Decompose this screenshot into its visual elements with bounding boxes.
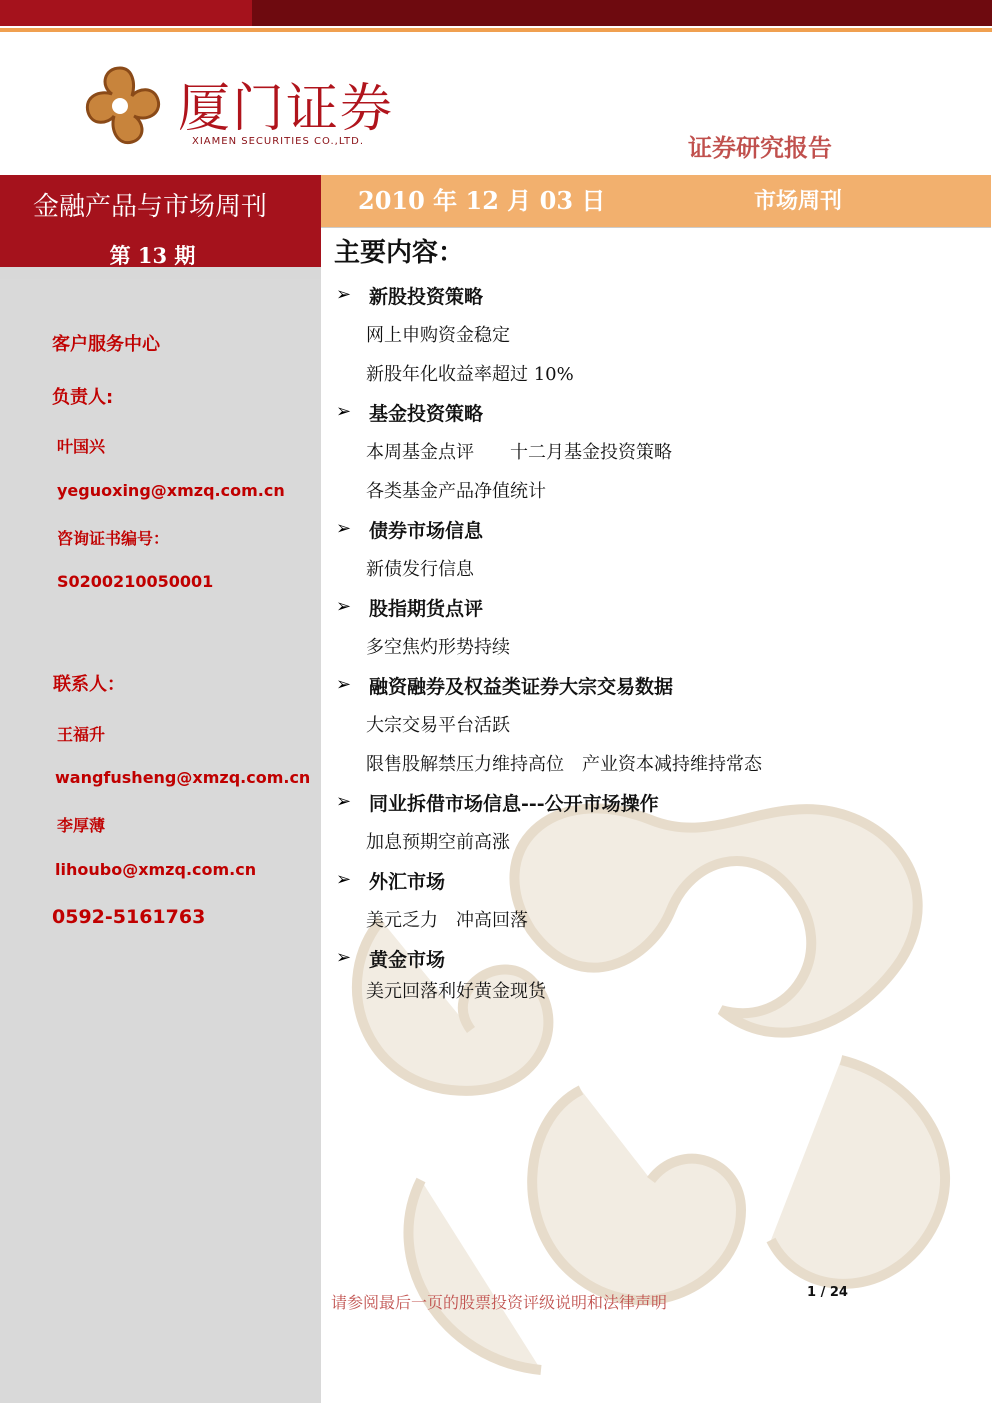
- cert-number: S0200210050001: [57, 572, 214, 591]
- date-band-divider: [321, 227, 991, 228]
- contact-sidebar: [0, 279, 321, 1403]
- xiamen-securities-logo-icon: [70, 60, 170, 155]
- section-title: 同业拆借市场信息---公开市场操作: [369, 793, 659, 815]
- arrow-bullet-icon: ➢: [336, 596, 352, 617]
- section-title: 债券市场信息: [369, 520, 484, 542]
- section-line: 新债发行信息: [366, 559, 474, 580]
- top-bar-accent: [0, 0, 252, 26]
- arrow-bullet-icon: ➢: [336, 791, 352, 812]
- manager-name: 叶国兴: [57, 437, 106, 456]
- disclaimer-note: 请参阅最后一页的股票投资评级说明和法律声明: [331, 1293, 668, 1312]
- issue-number: 第 13 期: [109, 243, 196, 268]
- top-divider: [0, 28, 992, 32]
- section-title: 股指期货点评: [369, 598, 484, 620]
- publication-date: 2010 年 12 月 03 日: [358, 186, 606, 215]
- section-title: 黄金市场: [369, 949, 446, 971]
- arrow-bullet-icon: ➢: [336, 869, 352, 890]
- section-title: 基金投资策略: [369, 403, 484, 425]
- publication-category: 市场周刊: [754, 188, 843, 214]
- section-line: 限售股解禁压力维持高位 产业资本减持维持常态: [366, 754, 762, 775]
- section-line: 加息预期空前高涨: [366, 832, 510, 853]
- section-title: 新股投资策略: [369, 286, 484, 308]
- arrow-bullet-icon: ➢: [336, 947, 352, 968]
- contact-email[interactable]: wangfusheng@xmzq.com.cn: [55, 768, 311, 787]
- page-number: 1 / 24: [807, 1285, 848, 1300]
- contact-label: 联系人：: [53, 674, 125, 695]
- contents-heading: 主要内容：: [334, 238, 465, 268]
- company-logo: [70, 60, 400, 155]
- section-line: 本周基金点评 十二月基金投资策略: [366, 442, 672, 463]
- contact-name: 李厚薄: [57, 816, 106, 835]
- arrow-bullet-icon: ➢: [336, 401, 352, 422]
- section-title: 外汇市场: [369, 871, 446, 893]
- contact-name: 王福升: [57, 725, 106, 744]
- arrow-bullet-icon: ➢: [336, 518, 352, 539]
- section-line: 美元回落利好黄金现货: [366, 981, 546, 1002]
- section-line: 网上申购资金稳定: [366, 325, 510, 346]
- contact-email[interactable]: lihoubo@xmzq.com.cn: [55, 860, 257, 879]
- cert-label: 咨询证书编号：: [57, 529, 170, 548]
- manager-email[interactable]: yeguoxing@xmzq.com.cn: [57, 481, 285, 500]
- section-title: 融资融券及权益类证券大宗交易数据: [369, 676, 674, 698]
- logo-chinese-name: 厦门证券: [178, 79, 395, 139]
- department-label: 客户服务中心: [52, 334, 160, 355]
- arrow-bullet-icon: ➢: [336, 284, 352, 305]
- phone-number: 0592-5161763: [52, 906, 206, 928]
- publication-title: 金融产品与市场周刊: [32, 192, 267, 222]
- logo-english-name: XIAMEN SECURITIES CO.,LTD.: [192, 136, 365, 147]
- section-line: 各类基金产品净值统计: [366, 481, 546, 502]
- section-line: 美元乏力 冲高回落: [366, 910, 528, 931]
- report-type: 证券研究报告: [688, 133, 832, 162]
- section-line: 多空焦灼形势持续: [366, 637, 510, 658]
- manager-label: 负责人:: [52, 387, 114, 408]
- section-line: 大宗交易平台活跃: [366, 715, 510, 736]
- section-line: 新股年化收益率超过 10%: [366, 364, 574, 385]
- arrow-bullet-icon: ➢: [336, 674, 352, 695]
